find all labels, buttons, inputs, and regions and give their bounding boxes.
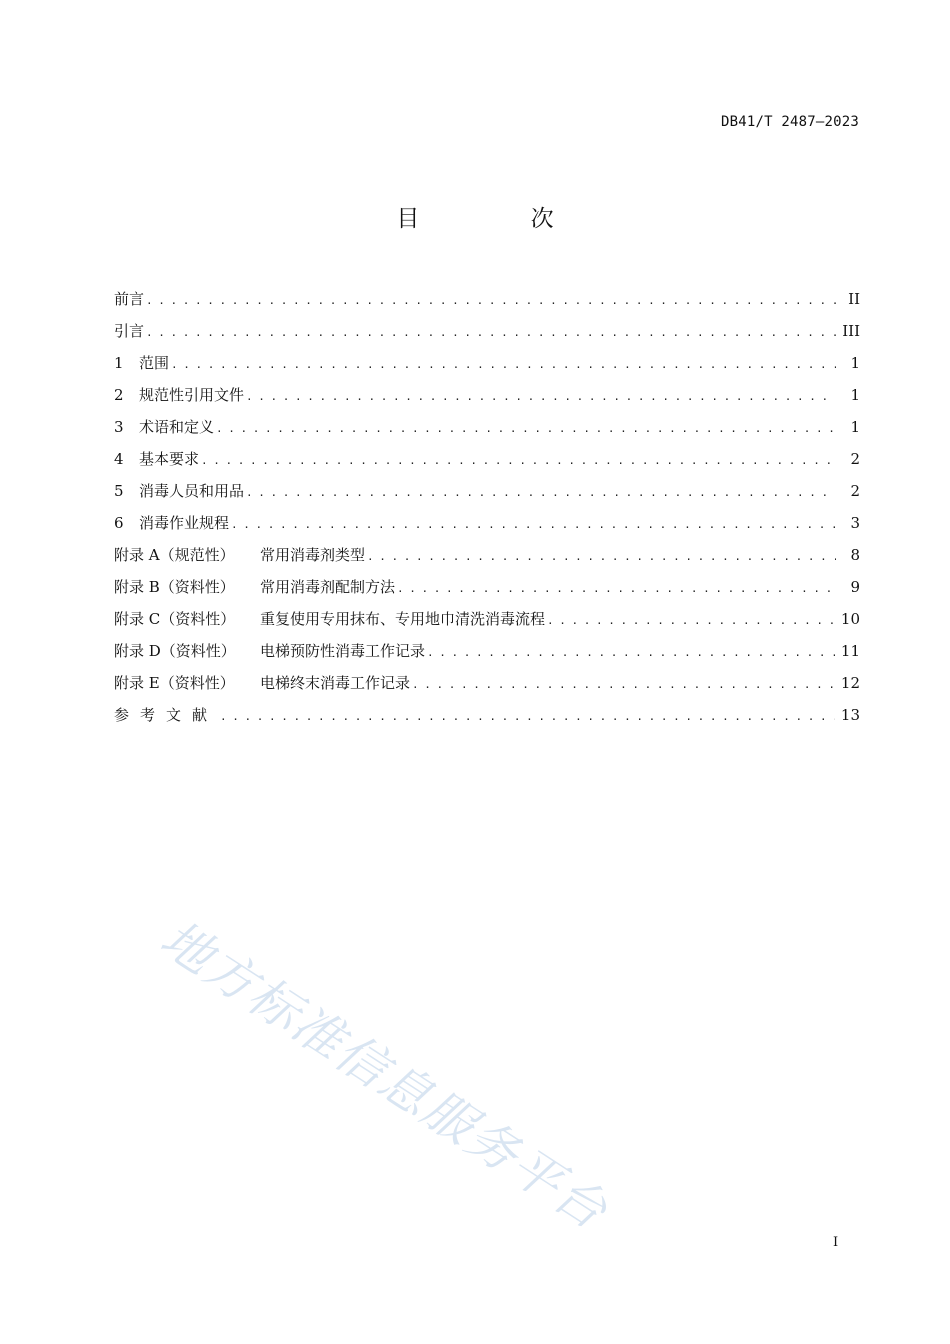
toc-entry-title: 常用消毒剂类型 <box>260 546 366 564</box>
toc-entry-label <box>114 635 425 667</box>
toc-entry-number: 6 <box>114 514 124 532</box>
toc-appendix-entry[interactable] <box>114 635 860 667</box>
toc-entry-title: 重复使用专用抹布、专用地巾清洗消毒流程 <box>260 610 546 628</box>
toc-leader-dots <box>397 573 836 605</box>
toc-entry-label <box>114 347 169 379</box>
toc-appendix-label: 附录 B（资料性） <box>114 578 235 596</box>
toc-entry-number: 5 <box>114 482 124 500</box>
toc-leader-dots <box>220 701 835 733</box>
toc-leader-dots <box>146 285 836 317</box>
toc-entry-page: 1 <box>850 386 860 404</box>
toc-entry[interactable] <box>114 699 860 731</box>
toc-entry-page: 12 <box>840 674 860 692</box>
toc-entry[interactable] <box>114 507 860 539</box>
toc-entry-page: 8 <box>850 546 860 564</box>
toc-entry-title: 常用消毒剂配制方法 <box>260 578 396 596</box>
toc-leader-dots <box>547 605 835 637</box>
toc-appendix-label: 附录 E（资料性） <box>114 674 235 692</box>
toc-entry-label <box>114 507 229 539</box>
toc-entry[interactable] <box>114 283 860 315</box>
toc-leader-dots <box>412 669 835 701</box>
toc-leader-dots <box>171 349 836 381</box>
toc-appendix-entry[interactable] <box>114 667 860 699</box>
toc-leader-dots <box>231 509 836 541</box>
toc-title: 目 次 <box>396 206 606 232</box>
toc-entry-title: 电梯终末消毒工作记录 <box>260 674 411 692</box>
toc-entry[interactable] <box>114 475 860 507</box>
toc-entry-title: 消毒作业规程 <box>139 514 230 532</box>
toc-entry[interactable] <box>114 411 860 443</box>
toc-entry-number: 1 <box>114 354 124 372</box>
toc-entry[interactable] <box>114 347 860 379</box>
toc-entry-number: 4 <box>114 450 124 468</box>
toc-entry-label <box>114 379 244 411</box>
toc-entry-page: 1 <box>850 418 860 436</box>
toc-entry-label <box>114 539 365 571</box>
toc-entry-title: 范围 <box>139 354 170 372</box>
toc-entry-number: 3 <box>114 418 124 436</box>
document-code: DB41/T 2487—2023 <box>720 114 859 130</box>
toc-leader-dots <box>201 445 836 477</box>
toc-entry-page: 9 <box>850 578 860 596</box>
toc-leader-dots <box>246 381 836 413</box>
toc-entry-label <box>114 667 410 699</box>
watermark: 地方标准信息服务平台 <box>150 909 619 1242</box>
toc-leader-dots <box>146 317 836 349</box>
toc-entry[interactable] <box>114 443 860 475</box>
toc-entry-title: 消毒人员和用品 <box>139 482 245 500</box>
toc-entry-page: 3 <box>850 514 860 532</box>
toc-entry-page: 10 <box>840 610 860 628</box>
toc-leader-dots <box>246 477 836 509</box>
toc-leader-dots <box>367 541 836 573</box>
toc-entry-label <box>114 571 395 603</box>
toc-entry-page: 13 <box>840 706 860 724</box>
toc-entry-number: 2 <box>114 386 124 404</box>
toc-appendix-label: 附录 D（资料性） <box>114 642 236 660</box>
toc-entry-page: 1 <box>850 354 860 372</box>
toc-entry-page: 2 <box>850 482 860 500</box>
table-of-contents <box>114 283 860 731</box>
toc-entry-label <box>114 411 214 443</box>
toc-entry[interactable] <box>114 315 860 347</box>
toc-entry-label <box>114 283 144 315</box>
toc-entry-label <box>114 315 144 347</box>
toc-appendix-entry[interactable] <box>114 571 860 603</box>
toc-entry-label <box>114 475 244 507</box>
toc-entry-page: 11 <box>840 642 860 660</box>
toc-entry-page: III <box>842 322 860 340</box>
toc-entry[interactable] <box>114 379 860 411</box>
toc-leader-dots <box>427 637 835 669</box>
toc-entry-label <box>114 699 218 731</box>
toc-entry-title: 引言 <box>114 322 145 340</box>
toc-appendix-label: 附录 C（资料性） <box>114 610 236 628</box>
toc-entry-title: 基本要求 <box>139 450 200 468</box>
toc-entry-title: 参考文献 <box>114 706 219 724</box>
toc-appendix-label: 附录 A（规范性） <box>114 546 235 564</box>
toc-entry-page: 2 <box>850 450 860 468</box>
toc-appendix-entry[interactable] <box>114 603 860 635</box>
toc-entry-page: II <box>848 290 860 308</box>
toc-entry-label <box>114 603 545 635</box>
toc-leader-dots <box>216 413 836 445</box>
toc-entry-title: 前言 <box>114 290 145 308</box>
toc-entry-title: 电梯预防性消毒工作记录 <box>260 642 426 660</box>
toc-entry-title: 规范性引用文件 <box>139 386 245 404</box>
toc-entry-title: 术语和定义 <box>139 418 215 436</box>
toc-appendix-entry[interactable] <box>114 539 860 571</box>
toc-entry-label <box>114 443 199 475</box>
page-number: I <box>833 1235 839 1250</box>
